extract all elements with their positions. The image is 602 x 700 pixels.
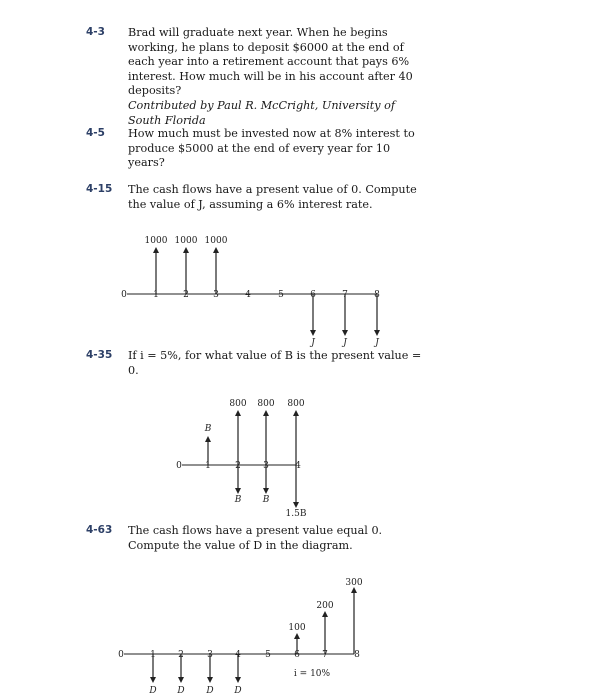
problem-number: 4-63 bbox=[86, 524, 113, 536]
cash-flow-label: 1000 bbox=[204, 236, 228, 246]
cash-flow-label: D bbox=[149, 686, 157, 696]
cash-flow-label: 800 bbox=[229, 399, 247, 409]
period-label: 1 bbox=[150, 650, 156, 660]
diagram-4-63 bbox=[118, 578, 363, 696]
cash-flow-label: 1.5B bbox=[285, 509, 307, 519]
cash-flow-label: B bbox=[234, 495, 242, 505]
problem-text: If i = 5%, for what value of B is the present value = 0. bbox=[128, 349, 422, 377]
period-label: 6 bbox=[310, 290, 316, 300]
cash-flow-label: J bbox=[375, 338, 379, 348]
cash-flow-label: 1000 bbox=[174, 236, 198, 246]
period-label: 8 bbox=[354, 650, 360, 660]
cash-flow-label: 300 bbox=[345, 578, 363, 588]
period-label: 3 bbox=[207, 650, 213, 660]
period-label: 2 bbox=[178, 650, 184, 660]
period-label: 3 bbox=[213, 290, 219, 300]
problem-credit: Contributed by Paul R. McCright, University of South Florida bbox=[128, 98, 395, 127]
period-label: 0 bbox=[121, 290, 127, 300]
cash-flow-label: 1000 bbox=[144, 236, 168, 246]
period-label: 0 bbox=[118, 650, 124, 660]
period-label: 5 bbox=[278, 290, 284, 300]
period-label: 4 bbox=[235, 650, 241, 660]
period-label: 6 bbox=[294, 650, 300, 660]
diagram-4-15 bbox=[121, 236, 380, 348]
period-label: 0 bbox=[176, 461, 182, 471]
interest-rate-label: i = 10% bbox=[293, 669, 331, 679]
period-label: 1 bbox=[153, 290, 159, 300]
period-label: 8 bbox=[374, 290, 380, 300]
cash-flow-label: D bbox=[177, 686, 185, 696]
cash-flow-label: 800 bbox=[287, 399, 305, 409]
cash-flow-label: B bbox=[204, 424, 212, 434]
problem-number: 4-35 bbox=[86, 349, 113, 361]
problem-text: The cash flows have a present value of 0. Compute the value of J, assuming a 6% interest rate. bbox=[128, 183, 417, 211]
cash-flow-label: D bbox=[206, 686, 214, 696]
period-label: 3 bbox=[263, 461, 269, 471]
cash-flow-label: 200 bbox=[316, 601, 334, 611]
period-label: 7 bbox=[342, 290, 348, 300]
period-label: 1 bbox=[205, 461, 211, 471]
cash-flow-label: 800 bbox=[257, 399, 275, 409]
period-label: 5 bbox=[265, 650, 271, 660]
problem-number: 4-15 bbox=[86, 183, 113, 195]
problem-text: Brad will graduate next year. When he begins working, he plans to deposit $6000 at the end of each year into a retirement account that pays 6% interest. How much will be in his account after 40 deposits? bbox=[128, 26, 413, 98]
problem-number: 4-3 bbox=[86, 26, 105, 38]
problem-number: 4-5 bbox=[86, 127, 105, 139]
period-label: 2 bbox=[235, 461, 241, 471]
problem-text: The cash flows have a present value equal 0. Compute the value of D in the diagram. bbox=[128, 524, 383, 552]
cash-flow-label: B bbox=[262, 495, 270, 505]
cash-flow-label: J bbox=[311, 338, 315, 348]
problem-text: How much must be invested now at 8% interest to produce $5000 at the end of every year for 10 years? bbox=[128, 127, 415, 170]
cash-flow-label: D bbox=[234, 686, 242, 696]
period-label: 4 bbox=[295, 461, 301, 471]
cash-flow-label: J bbox=[343, 338, 347, 348]
period-label: 4 bbox=[245, 290, 251, 300]
cash-flow-label: 100 bbox=[288, 623, 306, 633]
diagram-4-35 bbox=[176, 399, 307, 519]
period-label: 7 bbox=[322, 650, 328, 660]
period-label: 2 bbox=[183, 290, 189, 300]
